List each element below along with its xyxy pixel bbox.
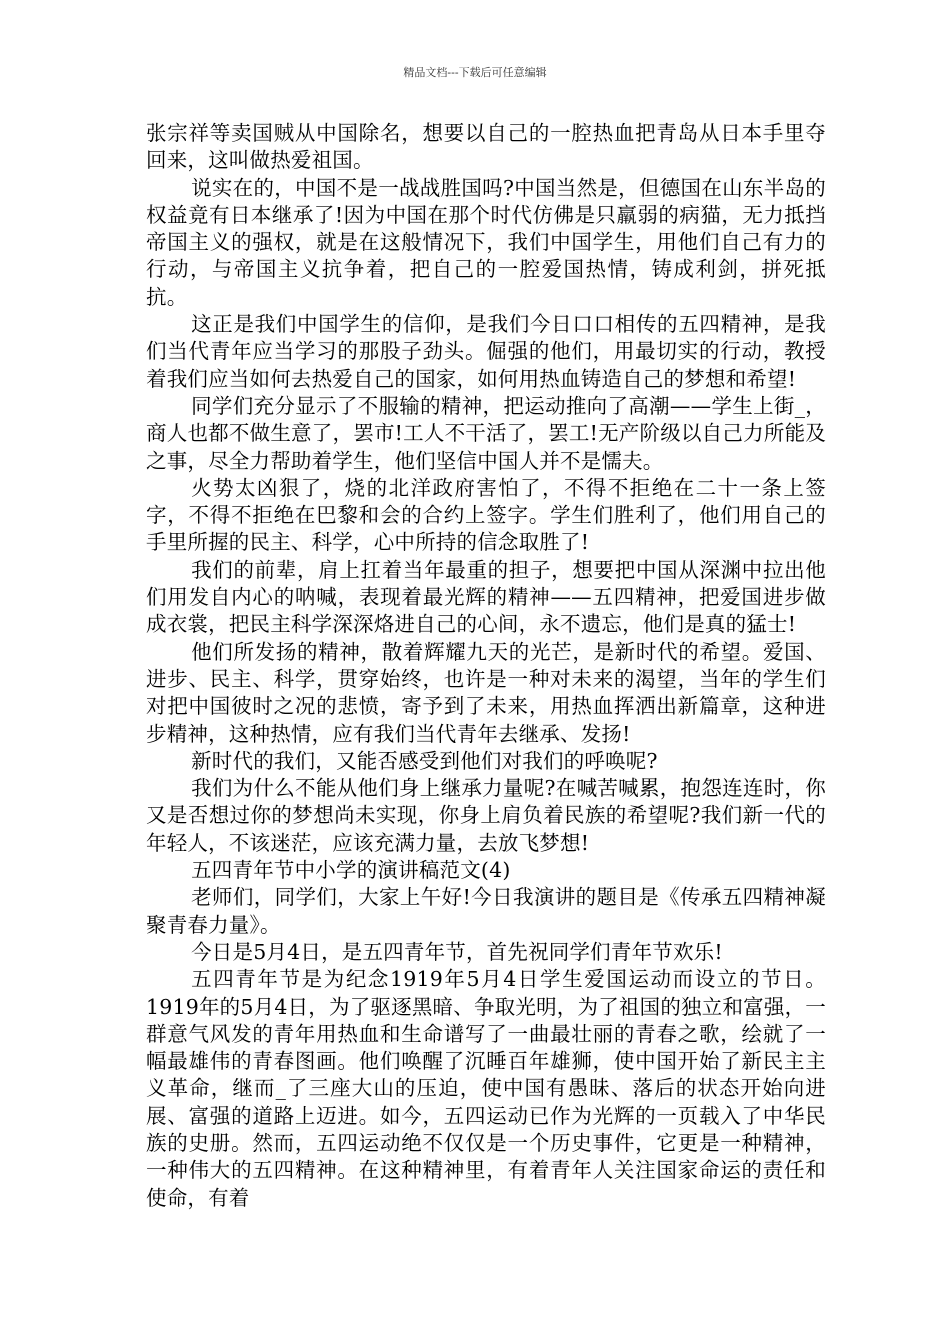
paragraph: 这正是我们中国学生的信仰，是我们今日口口相传的五四精神，是我们当代青年应当学习的那股子劲头。倔强的他们，用最切实的行动，教授着我们应当如何去热爱自己的国家，如何用热血铸造自己的梦想和希望! xyxy=(146,312,826,391)
paragraph: 我们的前辈，肩上扛着当年最重的担子，想要把中国从深渊中拉出他们用发自内心的呐喊，表现着最光辉的精神——五四精神，把爱国进步做成衣裳，把民主科学深深烙进自己的心间，永不遗忘，他们是真的猛士! xyxy=(146,557,826,637)
paragraph: 火势太凶狠了，烧的北洋政府害怕了，不得不拒绝在二十一条上签字，不得不拒绝在巴黎和会的合约上签字。学生们胜利了，他们用自己的手里所握的民主、科学，心中所持的信念取胜了! xyxy=(146,475,826,555)
paragraph: 说实在的，中国不是一战战胜国吗?中国当然是，但德国在山东半岛的权益竟有日本继承了!因为中国在那个时代仿佛是只羸弱的病猫，无力抵挡帝国主义的强权，就是在这般情况下，我们中国学生，用他们自己有力的行动，与帝国主义抗争着，把自己的一腔爱国热情，铸成利剑，拼死抵抗。 xyxy=(146,175,826,309)
page-header: 精品文档---下载后可任意编辑 xyxy=(403,66,547,79)
paragraph: 我们为什么不能从他们身上继承力量呢?在喊苦喊累，抱怨连连时，你又是否想过你的梦想尚未实现，你身上肩负着民族的希望呢?我们新一代的年轻人，不该迷茫，应该充满力量，去放飞梦想! xyxy=(146,776,826,855)
paragraph: 老师们，同学们，大家上午好!今日我演讲的题目是《传承五四精神凝聚青春力量》。 xyxy=(146,885,826,937)
paragraph: 他们所发扬的精神，散着辉耀九天的光芒，是新时代的希望。爱国、进步、民主、科学，贯穿始终，也许是一种对未来的渴望，当年的学生们对把中国彼时之况的悲愤，寄予到了未来，用热血挥洒出新篇章，这种进步精神，这种热情，应有我们当代青年去继承、发扬! xyxy=(146,639,826,746)
paragraph: 新时代的我们，又能否感受到他们对我们的呼唤呢? xyxy=(191,748,658,773)
document-body xyxy=(146,120,826,1212)
paragraph: 五四青年节是为纪念1919年5月4日学生爱国运动而设立的节日。1919年的5月4日，为了驱逐黑暗、争取光明，为了祖国的独立和富强，一群意气风发的青年用热血和生命谱写了一曲最壮丽的青春之歌，绘就了一幅最雄伟的青春图画。他们唤醒了沉睡百年雄狮，使中国开始了新民主主义革命，继而_了三座大山的压迫，使中国有愚昧、落后的状态开始向进展、富强的道路上迈进。如今，五四运动已作为光辉的一页载入了中华民族的史册。然而，五四运动绝不仅仅是一个历史事件，它更是一种精神，一种伟大的五四精神。在这种精神里，有着青年人关注国家命运的责任和使命，有着 xyxy=(146,967,826,1210)
section-heading: 五四青年节中小学的演讲稿范文(4) xyxy=(191,858,511,883)
paragraph: 张宗祥等卖国贼从中国除名，想要以自己的一腔热血把青岛从日本手里夺回来，这叫做热爱祖国。 xyxy=(146,121,826,173)
paragraph: 同学们充分显示了不服输的精神，把运动推向了高潮——学生上街_，商人也都不做生意了，罢市!工人不干活了，罢工!无产阶级以自己力所能及之事，尽全力帮助着学生，他们坚信中国人并不是懦夫。 xyxy=(146,393,826,473)
paragraph: 今日是5月4日，是五四青年节，首先祝同学们青年节欢乐! xyxy=(191,939,723,964)
